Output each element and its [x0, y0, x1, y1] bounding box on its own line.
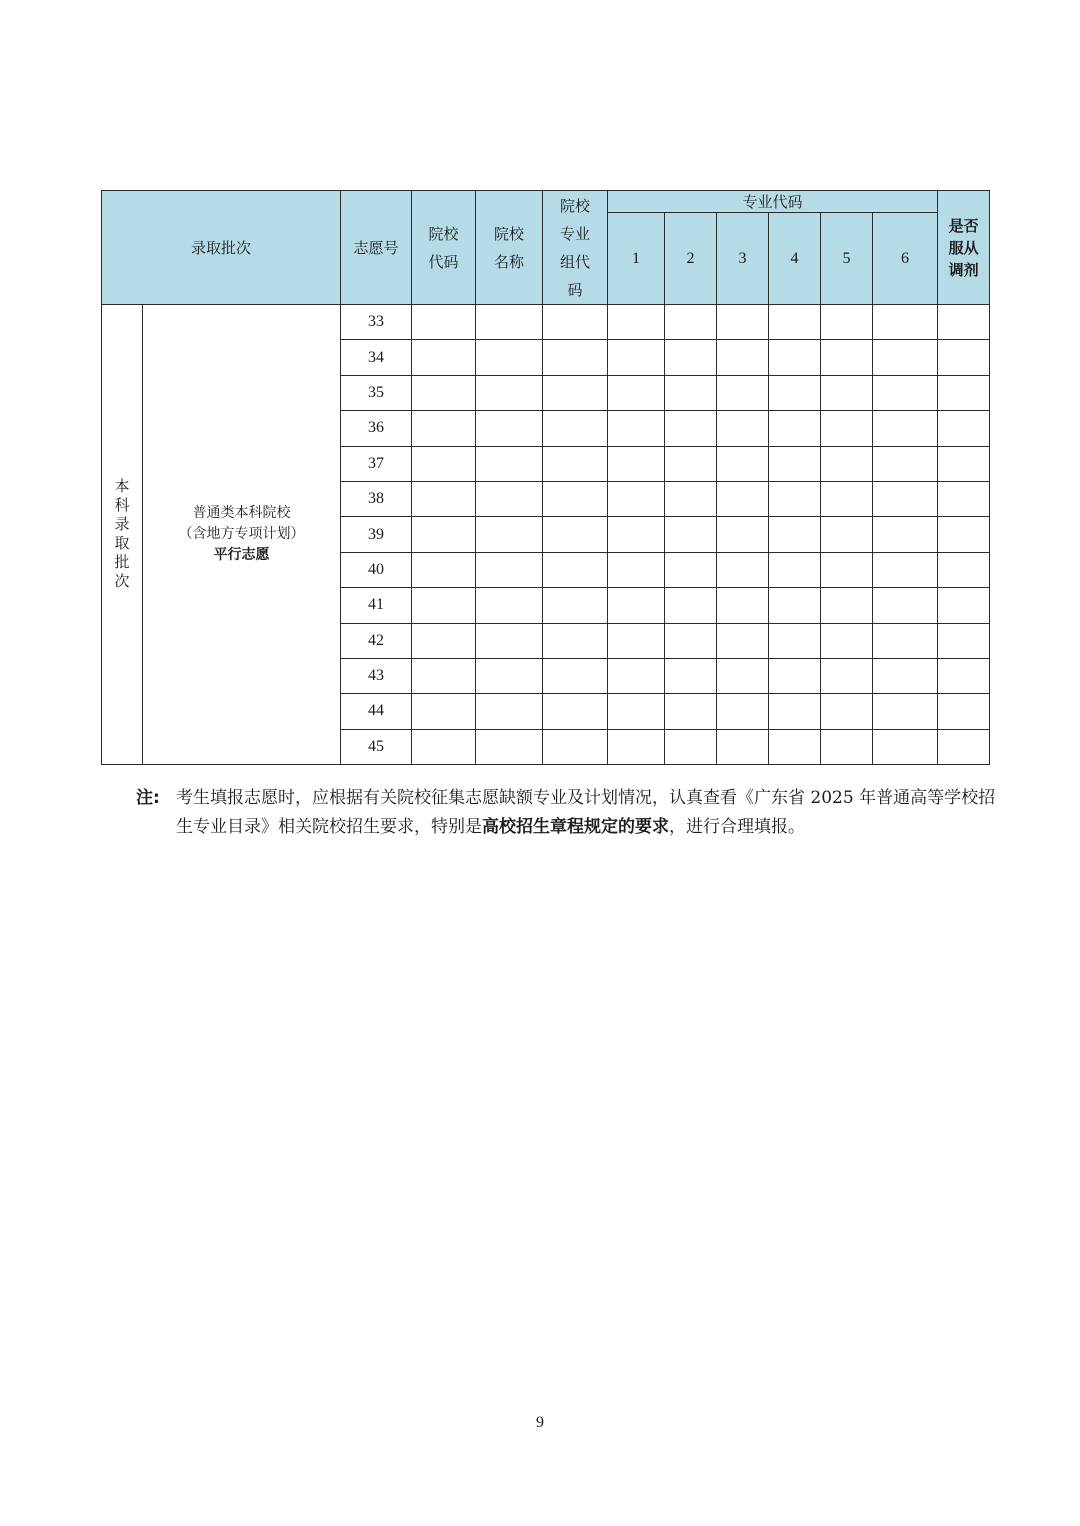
cell-school-code[interactable] [412, 305, 476, 340]
cell-major-5[interactable] [821, 340, 873, 375]
cell-major-2[interactable] [665, 588, 717, 623]
cell-major-5[interactable] [821, 623, 873, 658]
cell-major-2[interactable] [665, 658, 717, 693]
cell-major-4[interactable] [769, 340, 821, 375]
cell-adjust[interactable] [938, 658, 990, 693]
batch-label-cell [102, 305, 143, 765]
cell-adjust[interactable] [938, 340, 990, 375]
footnote [136, 784, 996, 842]
cell-major-5[interactable] [821, 305, 873, 340]
cell-major-2[interactable] [665, 517, 717, 552]
cell-school-code[interactable] [412, 694, 476, 729]
cell-major-6[interactable] [873, 694, 938, 729]
cell-major-6[interactable] [873, 340, 938, 375]
cell-major-4[interactable] [769, 305, 821, 340]
cell-school-name[interactable] [476, 411, 543, 446]
cell-major-5[interactable] [821, 481, 873, 516]
wish-number: 42 [341, 623, 412, 658]
cell-major-1[interactable] [608, 446, 665, 481]
cell-major-3[interactable] [717, 375, 769, 410]
cell-group-code[interactable] [543, 375, 608, 410]
header-major-3: 3 [717, 213, 769, 305]
batch-desc-bold: 平行志愿 [213, 547, 270, 564]
header-school-name-text: 院校名称 [494, 224, 525, 271]
cell-major-6[interactable] [873, 481, 938, 516]
header-major-4: 4 [769, 213, 821, 305]
cell-adjust[interactable] [938, 305, 990, 340]
cell-major-5[interactable] [821, 694, 873, 729]
cell-major-2[interactable] [665, 694, 717, 729]
cell-school-name[interactable] [476, 729, 543, 764]
cell-group-code[interactable] [543, 340, 608, 375]
wish-number: 36 [341, 411, 412, 446]
cell-major-5[interactable] [821, 446, 873, 481]
wish-number: 34 [341, 340, 412, 375]
header-major-2: 2 [665, 213, 717, 305]
cell-school-name[interactable] [476, 517, 543, 552]
cell-major-5[interactable] [821, 729, 873, 764]
cell-major-1[interactable] [608, 729, 665, 764]
cell-adjust[interactable] [938, 446, 990, 481]
cell-major-5[interactable] [821, 411, 873, 446]
cell-major-5[interactable] [821, 588, 873, 623]
wish-number: 45 [341, 729, 412, 764]
cell-school-code[interactable] [412, 340, 476, 375]
cell-major-5[interactable] [821, 552, 873, 587]
cell-school-name[interactable] [476, 340, 543, 375]
cell-major-2[interactable] [665, 340, 717, 375]
cell-major-6[interactable] [873, 729, 938, 764]
cell-school-name[interactable] [476, 588, 543, 623]
table-row [102, 305, 990, 340]
cell-major-3[interactable] [717, 446, 769, 481]
cell-major-4[interactable] [769, 446, 821, 481]
cell-major-3[interactable] [717, 658, 769, 693]
cell-major-4[interactable] [769, 481, 821, 516]
wish-number: 44 [341, 694, 412, 729]
cell-major-3[interactable] [717, 340, 769, 375]
cell-adjust[interactable] [938, 517, 990, 552]
cell-major-1[interactable] [608, 411, 665, 446]
cell-adjust[interactable] [938, 411, 990, 446]
cell-major-6[interactable] [873, 552, 938, 587]
cell-group-code[interactable] [543, 588, 608, 623]
cell-major-4[interactable] [769, 588, 821, 623]
cell-major-3[interactable] [717, 305, 769, 340]
cell-major-2[interactable] [665, 729, 717, 764]
cell-major-2[interactable] [665, 411, 717, 446]
cell-major-5[interactable] [821, 517, 873, 552]
cell-major-2[interactable] [665, 481, 717, 516]
batch-desc-line2: （含地方专项计划） [178, 526, 305, 543]
cell-major-1[interactable] [608, 658, 665, 693]
cell-school-name[interactable] [476, 375, 543, 410]
cell-adjust[interactable] [938, 552, 990, 587]
wish-number: 43 [341, 658, 412, 693]
cell-major-3[interactable] [717, 481, 769, 516]
cell-adjust[interactable] [938, 588, 990, 623]
batch-desc-cell [143, 305, 341, 765]
cell-school-code[interactable] [412, 729, 476, 764]
cell-major-4[interactable] [769, 375, 821, 410]
cell-major-4[interactable] [769, 623, 821, 658]
cell-group-code[interactable] [543, 517, 608, 552]
cell-major-3[interactable] [717, 588, 769, 623]
cell-major-4[interactable] [769, 729, 821, 764]
cell-school-code[interactable] [412, 623, 476, 658]
cell-school-name[interactable] [476, 446, 543, 481]
cell-major-3[interactable] [717, 729, 769, 764]
cell-major-3[interactable] [717, 552, 769, 587]
batch-desc-line1: 普通类本科院校 [192, 505, 291, 522]
cell-group-code[interactable] [543, 481, 608, 516]
cell-group-code[interactable] [543, 305, 608, 340]
batch-label: 本科录取批次 [112, 477, 131, 592]
cell-major-1[interactable] [608, 340, 665, 375]
wish-number: 38 [341, 481, 412, 516]
volunteer-form-table [101, 190, 990, 765]
cell-school-code[interactable] [412, 658, 476, 693]
header-major-1: 1 [608, 213, 665, 305]
cell-major-6[interactable] [873, 623, 938, 658]
cell-major-3[interactable] [717, 411, 769, 446]
cell-major-4[interactable] [769, 694, 821, 729]
cell-major-4[interactable] [769, 517, 821, 552]
cell-major-1[interactable] [608, 694, 665, 729]
header-major-6: 6 [873, 213, 938, 305]
cell-major-1[interactable] [608, 552, 665, 587]
cell-major-5[interactable] [821, 658, 873, 693]
cell-major-6[interactable] [873, 588, 938, 623]
header-adjust-text: 是否服从调剂 [948, 216, 979, 279]
cell-group-code[interactable] [543, 411, 608, 446]
note-body [176, 784, 996, 842]
cell-major-6[interactable] [873, 305, 938, 340]
cell-major-6[interactable] [873, 658, 938, 693]
cell-major-1[interactable] [608, 375, 665, 410]
cell-major-1[interactable] [608, 481, 665, 516]
cell-group-code[interactable] [543, 694, 608, 729]
header-school-code [412, 191, 476, 305]
cell-major-6[interactable] [873, 446, 938, 481]
page-number: 9 [536, 1414, 544, 1431]
cell-adjust[interactable] [938, 375, 990, 410]
cell-adjust[interactable] [938, 481, 990, 516]
cell-group-code[interactable] [543, 552, 608, 587]
cell-major-4[interactable] [769, 552, 821, 587]
cell-group-code[interactable] [543, 446, 608, 481]
note-text-before: 考生填报志愿时，应根据有关院校征集志愿缺额专业及计划情况，认真查看《广东省 2025 年普通高等学校招生专业目录》相关院校招生要求，特别是 [176, 788, 996, 837]
cell-major-6[interactable] [873, 517, 938, 552]
cell-major-5[interactable] [821, 375, 873, 410]
wish-number: 33 [341, 305, 412, 340]
cell-school-code[interactable] [412, 446, 476, 481]
cell-school-code[interactable] [412, 588, 476, 623]
cell-major-2[interactable] [665, 305, 717, 340]
header-batch: 录取批次 [102, 191, 341, 305]
cell-adjust[interactable] [938, 729, 990, 764]
cell-major-3[interactable] [717, 623, 769, 658]
cell-major-2[interactable] [665, 623, 717, 658]
cell-major-3[interactable] [717, 694, 769, 729]
cell-school-code[interactable] [412, 375, 476, 410]
header-major-code: 专业代码 [608, 191, 938, 213]
wish-number: 39 [341, 517, 412, 552]
wish-number: 35 [341, 375, 412, 410]
header-school-name [476, 191, 543, 305]
cell-group-code[interactable] [543, 658, 608, 693]
header-adjust [938, 191, 990, 305]
cell-school-code[interactable] [412, 411, 476, 446]
header-school-code-text: 院校代码 [428, 224, 459, 271]
cell-major-1[interactable] [608, 588, 665, 623]
cell-school-name[interactable] [476, 305, 543, 340]
cell-major-1[interactable] [608, 623, 665, 658]
cell-major-2[interactable] [665, 375, 717, 410]
cell-major-1[interactable] [608, 305, 665, 340]
header-major-5: 5 [821, 213, 873, 305]
header-wish-no: 志愿号 [341, 191, 412, 305]
wish-number: 40 [341, 552, 412, 587]
cell-school-name[interactable] [476, 481, 543, 516]
cell-adjust[interactable] [938, 694, 990, 729]
cell-school-code[interactable] [412, 552, 476, 587]
cell-major-1[interactable] [608, 517, 665, 552]
cell-adjust[interactable] [938, 623, 990, 658]
header-group-code [543, 191, 608, 305]
cell-major-6[interactable] [873, 411, 938, 446]
cell-major-4[interactable] [769, 658, 821, 693]
cell-major-4[interactable] [769, 411, 821, 446]
cell-school-code[interactable] [412, 481, 476, 516]
cell-school-name[interactable] [476, 694, 543, 729]
cell-school-code[interactable] [412, 517, 476, 552]
cell-major-3[interactable] [717, 517, 769, 552]
cell-school-name[interactable] [476, 552, 543, 587]
cell-group-code[interactable] [543, 729, 608, 764]
wish-number: 37 [341, 446, 412, 481]
header-group-code-text: 院校专业组代码 [560, 196, 591, 299]
cell-major-2[interactable] [665, 446, 717, 481]
wish-number: 41 [341, 588, 412, 623]
note-text-after: ，进行合理填报。 [669, 817, 805, 837]
cell-group-code[interactable] [543, 623, 608, 658]
cell-major-6[interactable] [873, 375, 938, 410]
cell-major-2[interactable] [665, 552, 717, 587]
cell-school-name[interactable] [476, 658, 543, 693]
note-text-bold: 高校招生章程规定的要求 [482, 817, 669, 837]
note-label: 注: [136, 788, 160, 808]
cell-school-name[interactable] [476, 623, 543, 658]
